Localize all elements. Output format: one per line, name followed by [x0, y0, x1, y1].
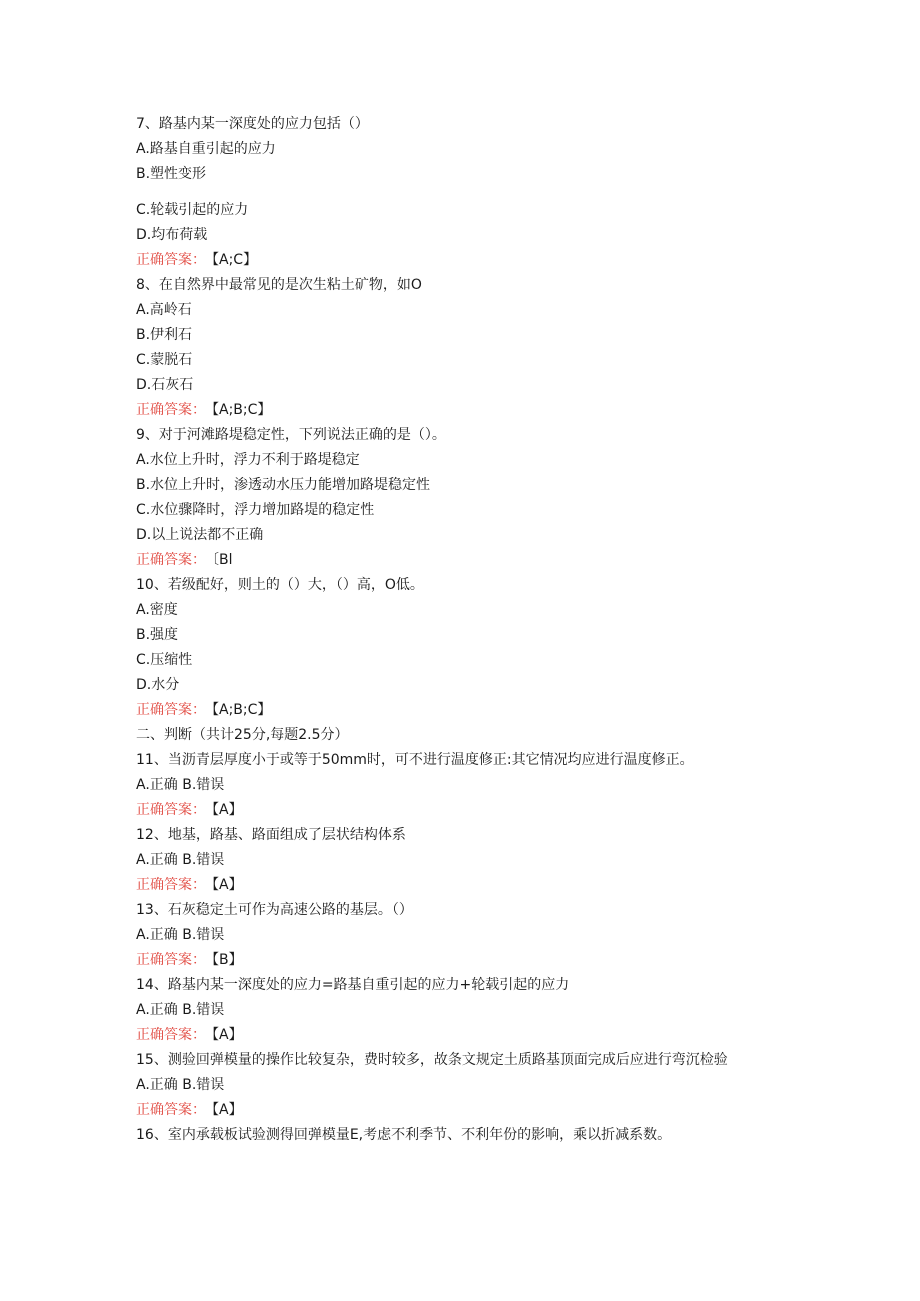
- option-text: D.水分: [136, 677, 180, 693]
- option-text: B.塑性变形: [136, 166, 207, 182]
- option-text: D.以上说法都不正确: [136, 527, 264, 543]
- answer-label: 正确答案：: [136, 877, 206, 893]
- document-body: [136, 112, 796, 1148]
- answer-label: 正确答案：: [136, 252, 206, 268]
- answer-value: 【A;C】: [212, 252, 258, 268]
- answer-value: 【A】: [212, 1027, 243, 1043]
- answer-line: [136, 948, 796, 973]
- option-text: B.水位上升时，渗透动水压力能增加路堤稳定性: [136, 477, 431, 493]
- answer-line: [136, 398, 796, 423]
- question-text: 14、路基内某一深度处的应力=路基自重引起的应力+轮载引起的应力: [136, 977, 570, 993]
- answer-line: [136, 698, 796, 723]
- option-text: A.正确 B.错误: [136, 777, 225, 793]
- answer-line: [136, 873, 796, 898]
- option-text: D.石灰石: [136, 377, 194, 393]
- option-text: B.伊利石: [136, 327, 193, 343]
- answer-line: [136, 548, 796, 573]
- option-text: D.均布荷载: [136, 227, 208, 243]
- answer-label: 正确答案：: [136, 802, 206, 818]
- section-heading: 二、判断（共计25分,每题2.5分）: [136, 727, 349, 743]
- answer-label: 正确答案：: [136, 1102, 206, 1118]
- option-text: C.压缩性: [136, 652, 193, 668]
- answer-value: 【A;B;C】: [212, 702, 272, 718]
- answer-label: 正确答案：: [136, 1027, 206, 1043]
- question-text: 15、测验回弹模量的操作比较复杂，费时较多，故条文规定土质路基顶面完成后应进行弯沉检验: [136, 1052, 728, 1068]
- question-text: 13、石灰稳定土可作为高速公路的基层。（）: [136, 902, 413, 918]
- question-text: 11、当沥青层厚度小于或等于50mm时，可不进行温度修正:其它情况均应进行温度修正。: [136, 752, 694, 768]
- answer-value: 【A;B;C】: [212, 402, 272, 418]
- option-text: A.路基自重引起的应力: [136, 141, 276, 157]
- answer-value: 【A】: [212, 877, 243, 893]
- answer-value: 【A】: [212, 1102, 243, 1118]
- option-text: C.轮载引起的应力: [136, 202, 249, 218]
- option-text: A.正确 B.错误: [136, 927, 225, 943]
- answer-line: [136, 1023, 796, 1048]
- answer-label: 正确答案：: [136, 402, 206, 418]
- option-text: C.蒙脱石: [136, 352, 193, 368]
- question-text: 10、若级配好，则土的（）大，（）高，O低。: [136, 577, 424, 593]
- answer-value: 〔Bl: [212, 552, 233, 568]
- answer-line: [136, 798, 796, 823]
- answer-label: 正确答案：: [136, 952, 206, 968]
- answer-label: 正确答案：: [136, 702, 206, 718]
- option-text: B.强度: [136, 627, 179, 643]
- question-text: 9、对于河滩路堤稳定性，下列说法正确的是（）。: [136, 427, 446, 443]
- question-text: 7、路基内某一深度处的应力包括（）: [136, 116, 369, 132]
- option-text: A.高岭石: [136, 302, 192, 318]
- answer-label: 正确答案：: [136, 552, 206, 568]
- question-text: 12、地基，路基、路面组成了层状结构体系: [136, 827, 406, 843]
- option-text: A.正确 B.错误: [136, 852, 225, 868]
- answer-value: 【B】: [212, 952, 243, 968]
- question-text: 8、在自然界中最常见的是次生粘土矿物，如O: [136, 277, 422, 293]
- question-text: 16、室内承载板试验测得回弹模量E,考虑不利季节、不利年份的影响，乘以折减系数。: [136, 1127, 672, 1143]
- option-text: A.水位上升时，浮力不利于路堤稳定: [136, 452, 360, 468]
- option-text: A.密度: [136, 602, 178, 618]
- option-text: A.正确 B.错误: [136, 1002, 225, 1018]
- answer-line: [136, 1098, 796, 1123]
- option-text: A.正确 B.错误: [136, 1077, 225, 1093]
- answer-value: 【A】: [212, 802, 243, 818]
- answer-line: [136, 248, 796, 273]
- option-text: C.水位骤降时，浮力增加路堤的稳定性: [136, 502, 375, 518]
